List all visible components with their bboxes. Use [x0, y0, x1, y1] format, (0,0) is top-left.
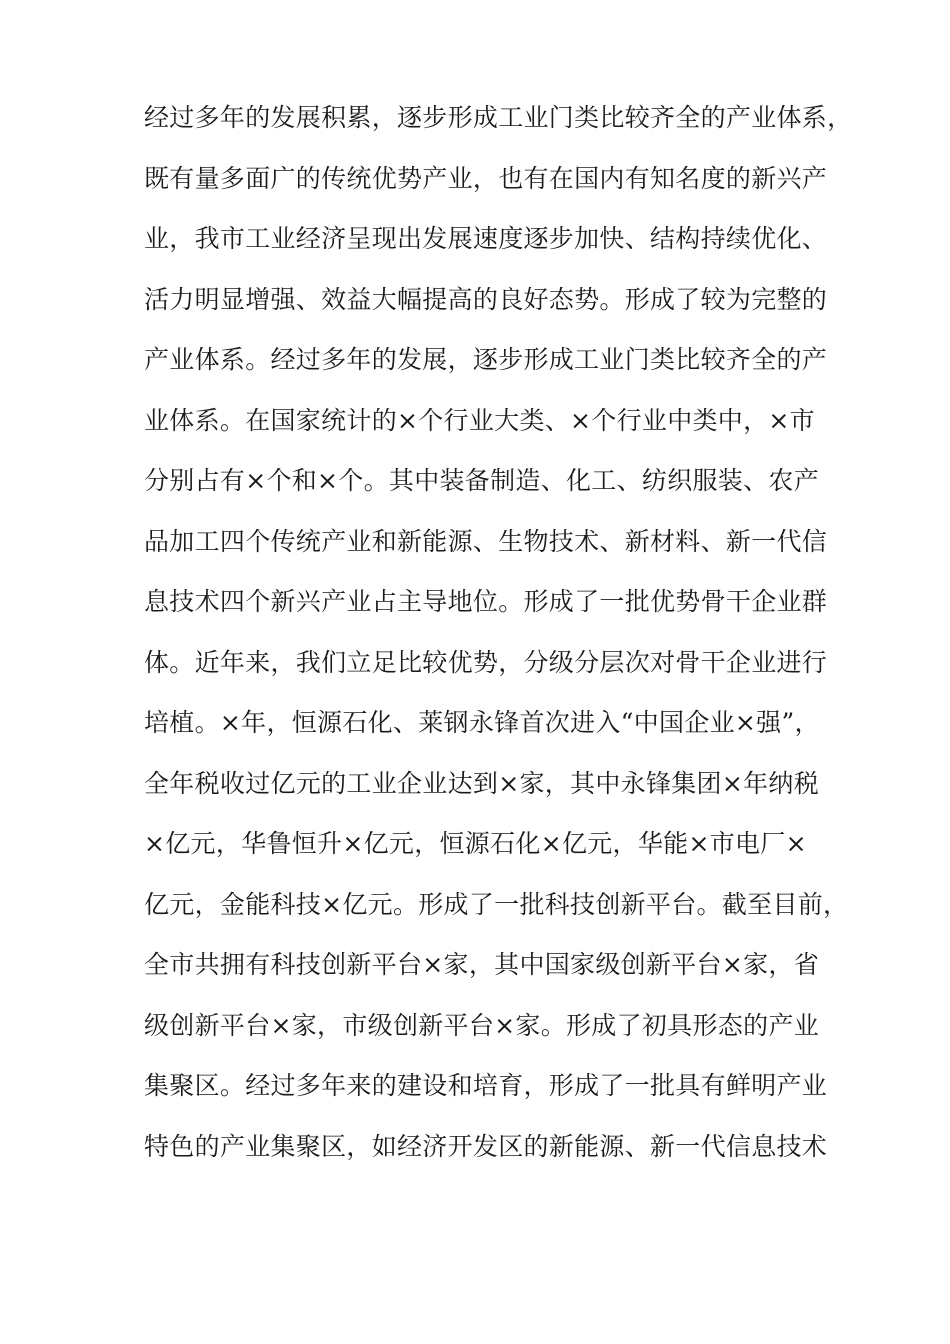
- text-line: 亿元，金能科技×亿元。形成了一批科技创新平台。截至目前，: [144, 889, 849, 919]
- text-line: 息技术四个新兴产业占主导地位。形成了一批优势骨干企业群: [144, 587, 828, 616]
- text-line: 分别占有×个和×个。其中装备制造、化工、纺织服装、农产: [144, 466, 819, 495]
- text-line: 集聚区。经过多年来的建设和培育，形成了一批具有鲜明产业: [144, 1071, 828, 1100]
- text-line: ×亿元，华鲁恒升×亿元，恒源石化×亿元，华能×市电厂×: [144, 829, 807, 858]
- body-paragraph: [144, 94, 853, 1183]
- text-line: 级创新平台×家，市级创新平台×家。形成了初具形态的产业: [144, 1010, 819, 1040]
- text-line: 特色的产业集聚区，如经济开发区的新能源、新一代信息技术: [144, 1131, 828, 1161]
- text-line: 培植。×年，恒源石化、莱钢永锋首次进入“中国企业×强”，: [144, 708, 820, 737]
- text-line: 经过多年的发展积累，逐步形成工业门类比较齐全的产业体系，: [144, 103, 853, 132]
- text-line: 全市共拥有科技创新平台×家，其中国家级创新平台×家，省: [144, 950, 819, 979]
- text-line: 品加工四个传统产业和新能源、生物技术、新材料、新一代信: [144, 526, 828, 556]
- text-line: 既有量多面广的传统优势产业，也有在国内有知名度的新兴产: [144, 163, 828, 193]
- text-line: 活力明显增强、效益大幅提高的良好态势。形成了较为完整的: [144, 284, 828, 314]
- text-line: 产业体系。经过多年的发展，逐步形成工业门类比较齐全的产: [144, 345, 828, 374]
- text-line: 业，我市工业经济呈现出发展速度逐步加快、结构持续优化、: [144, 224, 828, 253]
- text-line: 业体系。在国家统计的×个行业大类、×个行业中类中，×市: [144, 405, 815, 435]
- text-line: 体。近年来，我们立足比较优势，分级分层次对骨干企业进行: [144, 647, 828, 677]
- text-line: 全年税收过亿元的工业企业达到×家，其中永锋集团×年纳税: [144, 768, 819, 798]
